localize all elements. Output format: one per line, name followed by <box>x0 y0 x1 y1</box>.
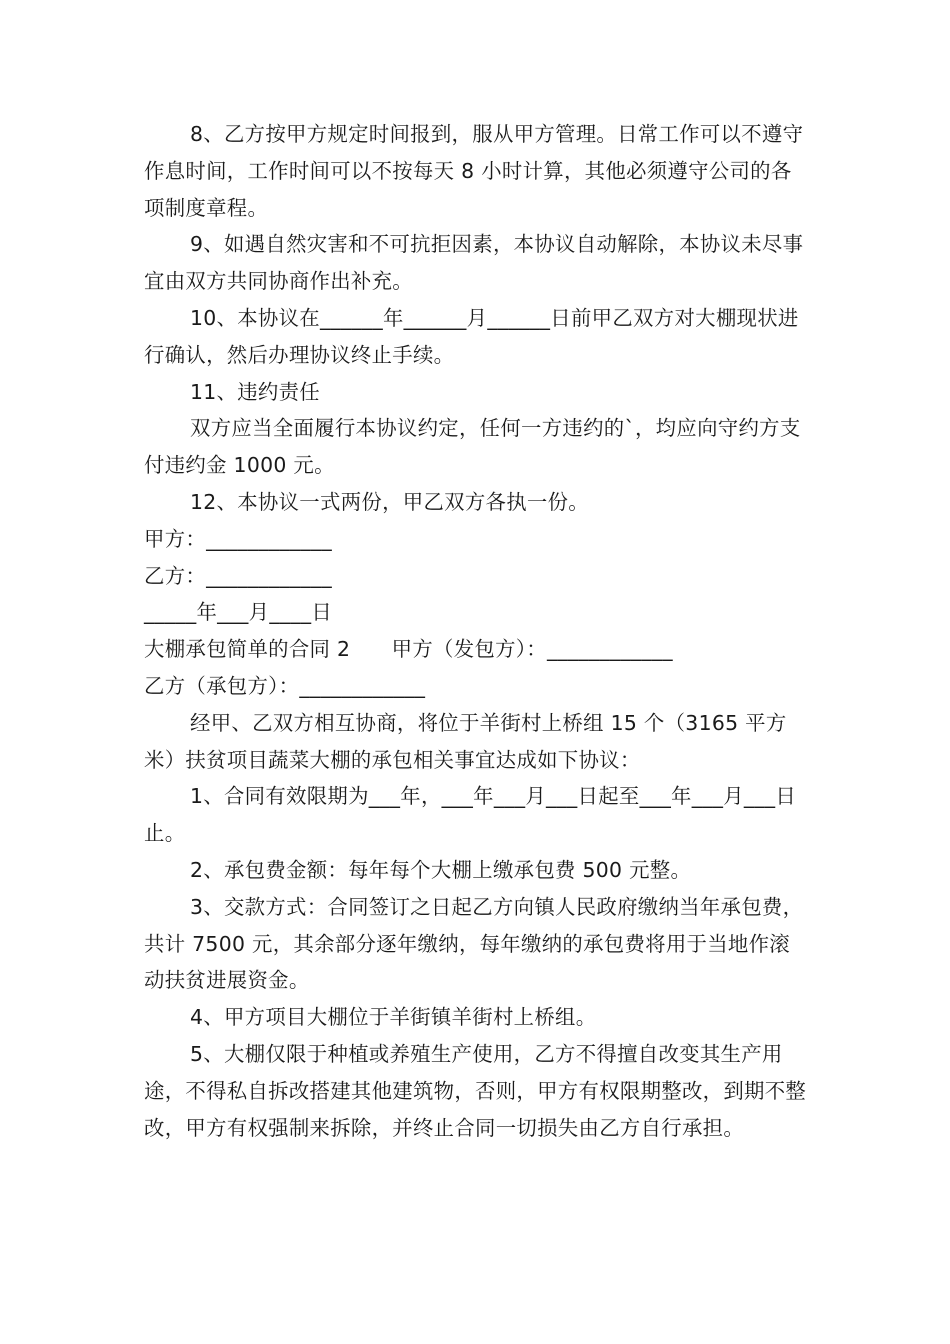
clause-11-heading: 11、违约责任 <box>190 379 320 404</box>
clause-10: 10、本协议在______年______月______日前甲乙双方对大棚现状进行确认，然后办理协议终止手续。 <box>144 305 799 367</box>
document-body <box>144 116 808 1146</box>
contract2-party-b-line: 乙方（承包方）：____________ <box>144 673 426 698</box>
clause-12: 12、本协议一式两份，甲乙双方各执一份。 <box>190 489 589 514</box>
contract2-clause-1: 1、合同有效限期为___年，___年___月___日起至___年___月___日止。 <box>144 784 797 846</box>
contract2-clause-2: 2、承包费金额：每年每个大棚上缴承包费 500 元整。 <box>190 857 692 882</box>
signature-date: _____年___月____日 <box>144 600 333 625</box>
signature-party-b: 乙方：____________ <box>144 563 333 588</box>
contract2-clause-5: 5、大棚仅限于种植或养殖生产使用，乙方不得擅自改变其生产用途，不得私自拆改搭建其他建筑物，否则，甲方有权限期整改，到期不整改，甲方有权强制来拆除，并终止合同一切损失由乙方自行承担。 <box>144 1041 807 1140</box>
clause-8: 8、乙方按甲方规定时间报到，服从甲方管理。日常工作可以不遵守作息时间，工作时间可以不按每天 8 小时计算，其他必须遵守公司的各项制度章程。 <box>144 122 804 220</box>
contract2-clause-4: 4、甲方项目大棚位于羊街镇羊街村上桥组。 <box>190 1005 597 1030</box>
clause-11-body: 双方应当全面履行本协议约定，任何一方违约的`，均应向守约方支付违约金 1000 元。 <box>144 416 801 478</box>
contract2-clause-3: 3、交款方式：合同签订之日起乙方向镇人民政府缴纳当年承包费，共计 7500 元，其余部分逐年缴纳，每年缴纳的承包费将用于当地作滚动扶贫进展资金。 <box>144 894 804 993</box>
clause-9: 9、如遇自然灾害和不可抗拒因素，本协议自动解除，本协议未尽事宜由双方共同协商作出补充。 <box>144 232 804 294</box>
signature-party-a: 甲方：____________ <box>144 526 333 551</box>
contract2-title-line: 大棚承包简单的合同 2 甲方（发包方）：____________ <box>144 637 673 662</box>
contract2-intro: 经甲、乙双方相互协商，将位于羊街村上桥组 15 个（3165 平方米）扶贫项目蔬菜大棚的承包相关事宜达成如下协议： <box>144 710 787 772</box>
